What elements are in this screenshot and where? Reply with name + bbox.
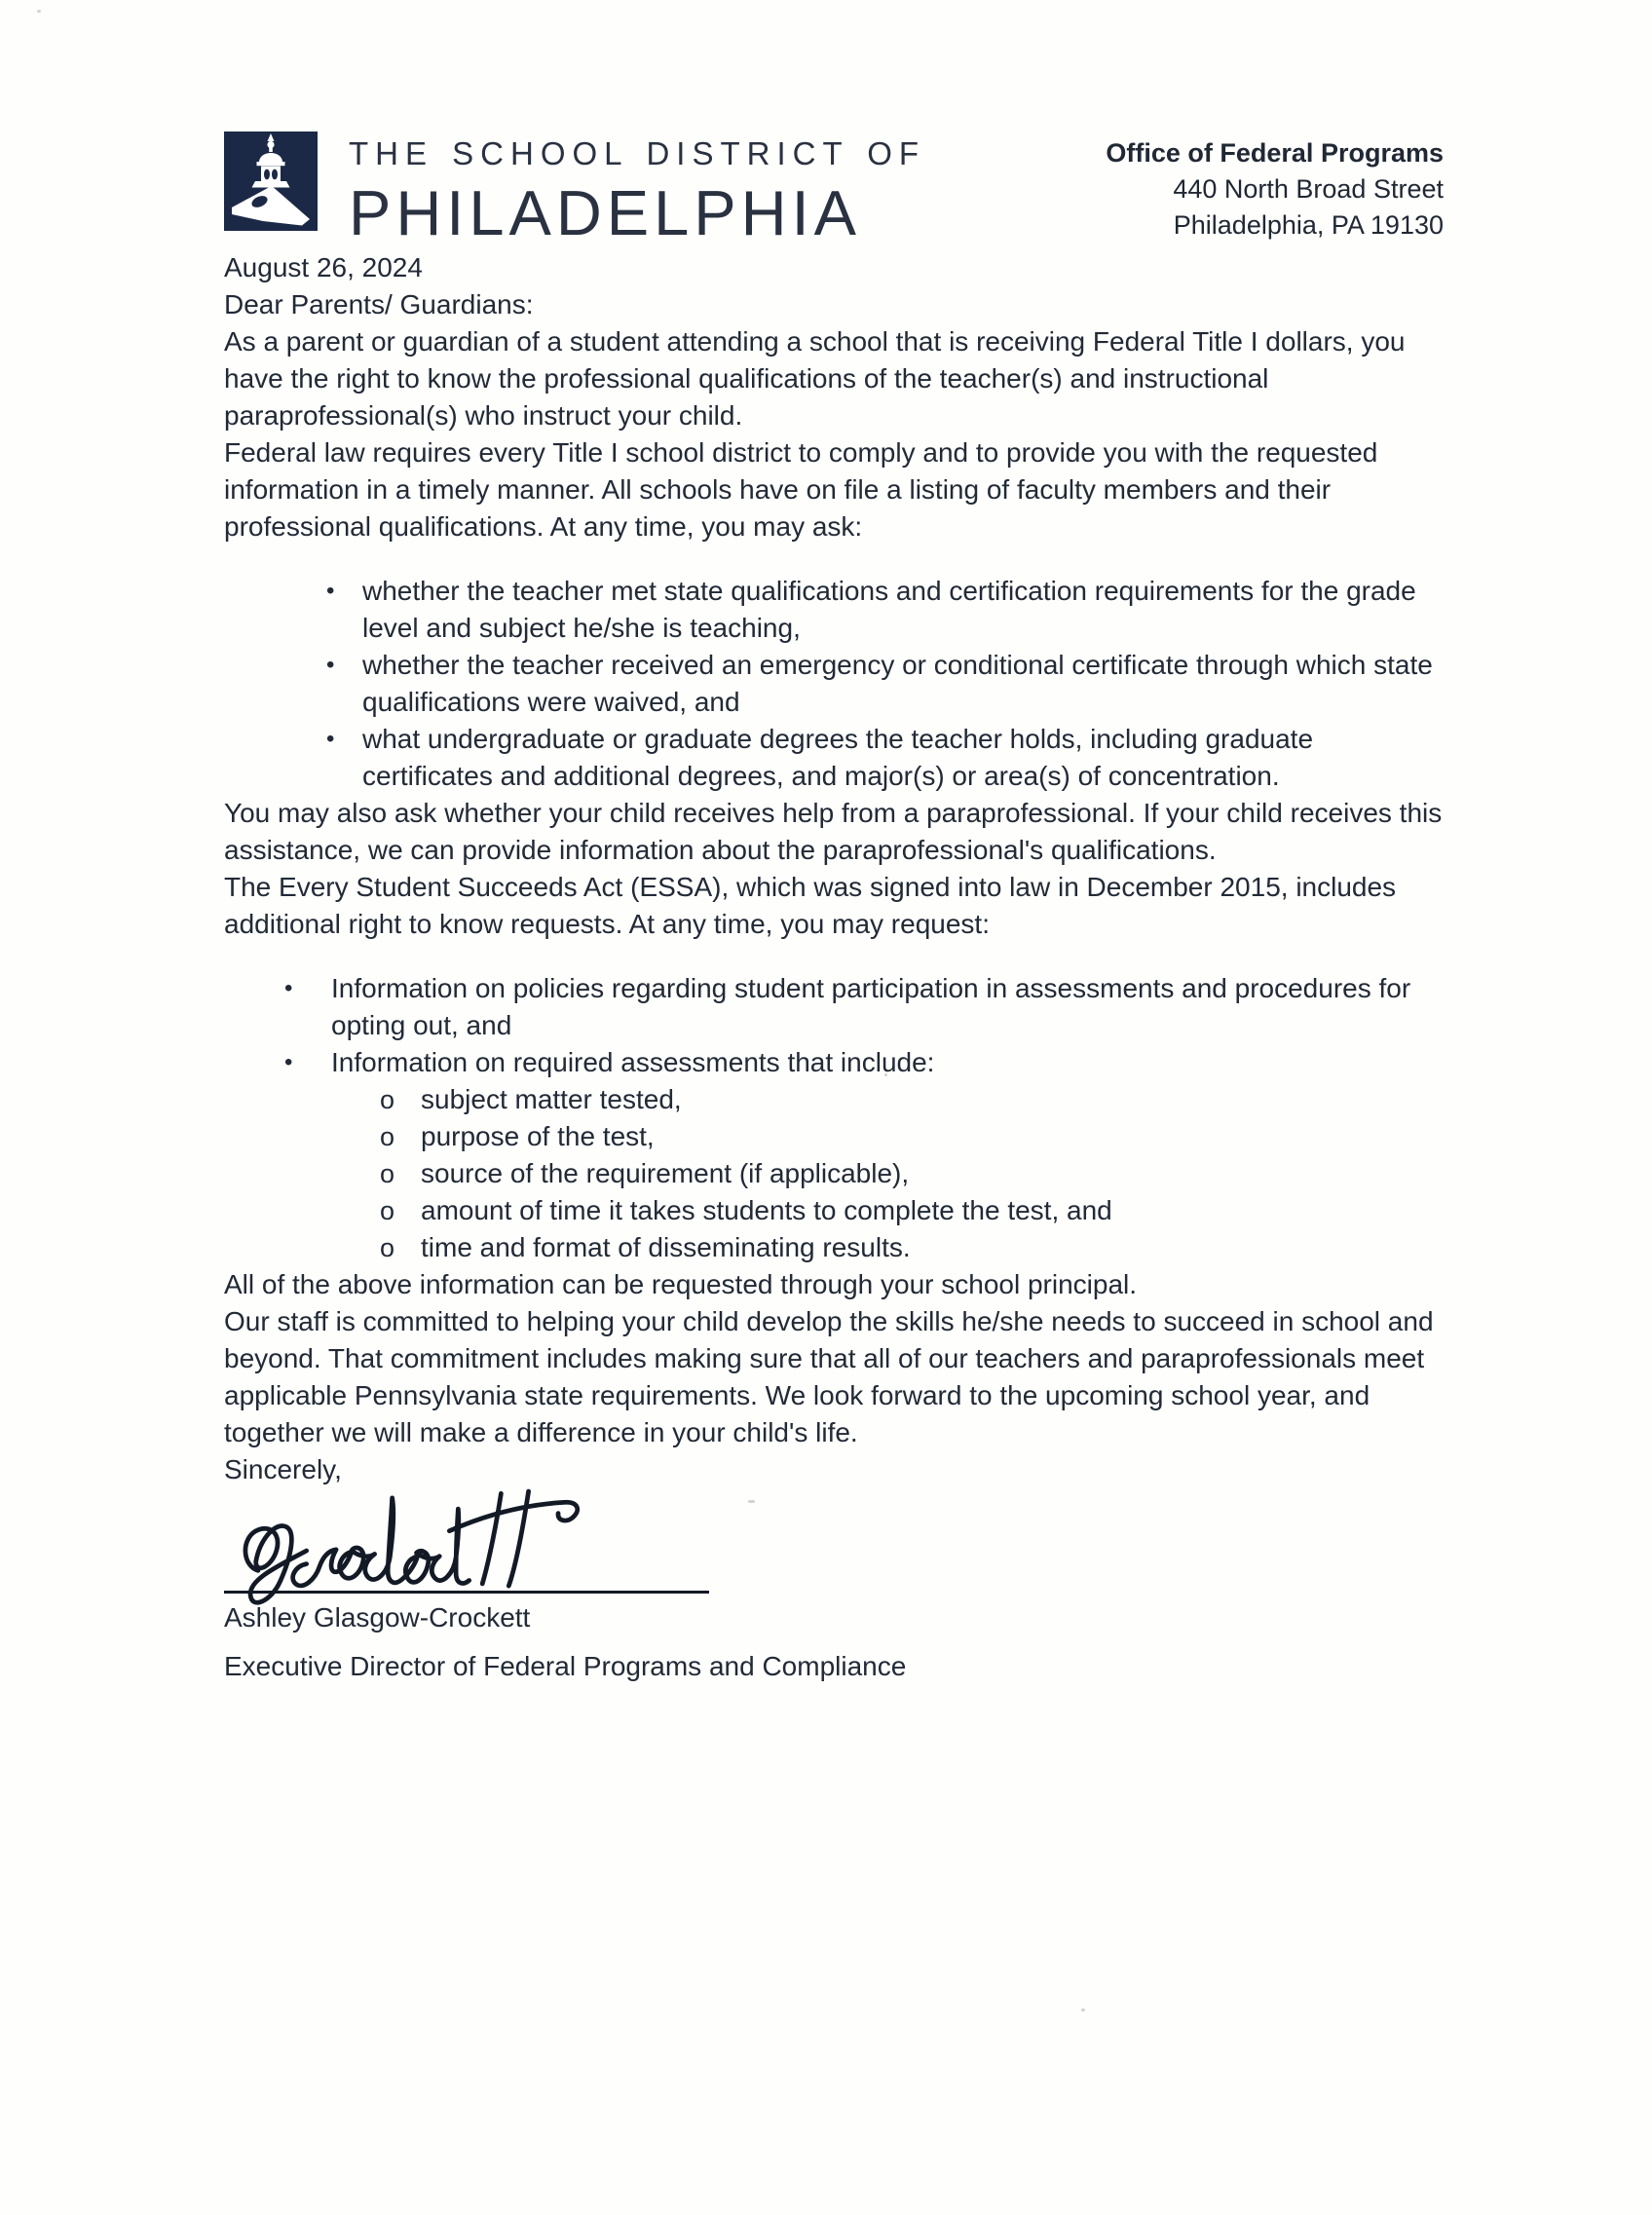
circle-marker: o [380,1085,395,1114]
request-bullet-list [224,970,1444,1081]
letter-date: August 26, 2024 [224,252,423,282]
list-item [326,573,1444,647]
scan-speck [1212,592,1215,595]
signature-block [224,1488,1444,1594]
list-item [284,970,1444,1044]
ask-bullet-list [224,573,1444,795]
letter-body [224,249,1444,1685]
office-street: 440 North Broad Street [1173,174,1444,204]
office-city: Philadelphia, PA 19130 [1173,210,1444,240]
signer-title: Executive Director of Federal Programs and Compliance [224,1651,907,1681]
list-item-text: whether the teacher received an emergency or conditional certificate through which state qualifications were waived, and [362,650,1433,717]
sublist-item [380,1229,1444,1266]
district-wordmark [349,131,925,249]
assessment-sublist [224,1081,1444,1266]
sublist-item-text: source of the requirement (if applicable), [421,1158,910,1188]
salutation: Dear Parents/ Guardians: [224,289,534,319]
school-district-logo-icon [224,131,318,231]
list-item-text: Information on required assessments that include: [331,1047,935,1077]
sublist-item-text: amount of time it takes students to complete the test, and [421,1195,1112,1225]
signer-name: Ashley Glasgow-Crockett [224,1602,531,1633]
scan-speck [884,1073,887,1076]
bullet-marker: • [284,1049,293,1075]
bullet-marker: • [326,726,335,752]
list-item [326,647,1444,721]
paragraph-essa: The Every Student Succeeds Act (ESSA), which was signed into law in December 2015, includes additional right to know requests. At any time, you may request: [224,872,1397,939]
district-brand [224,131,925,249]
list-item [284,1044,1444,1081]
sublist-item [380,1155,1444,1192]
circle-marker: o [380,1196,395,1225]
bullet-marker: • [284,975,293,1001]
sublist-item [380,1118,1444,1155]
circle-marker: o [380,1159,395,1188]
office-name: Office of Federal Programs [1106,138,1444,168]
sublist-item-text: time and format of disseminating results. [421,1232,911,1262]
scan-speck [1081,2009,1085,2011]
list-item-text: whether the teacher met state qualifications and certification requirements for the grade level and subject he/she is teaching, [362,576,1416,643]
paragraph-commitment: Our staff is committed to helping your child develop the skills he/she needs to succeed in school and beyond. That commitment includes making sure that all of our teachers and paraprofessionals meet applicable Pennsylvania state requirements. We look forward to the upcoming school year, and together we will make a difference in your child's life. [224,1306,1434,1447]
scan-speck [37,10,41,13]
office-address-block [1106,131,1444,244]
signature-line [224,1591,709,1594]
circle-marker: o [380,1122,395,1151]
circle-marker: o [380,1233,395,1262]
list-item [326,721,1444,795]
closing: Sincerely, [224,1454,342,1484]
list-item-text: what undergraduate or graduate degrees the teacher holds, including graduate certificates and additional degrees, and major(s) or area(s) of concentration. [362,724,1314,791]
bullet-marker: • [326,578,335,604]
sublist-item-text: subject matter tested, [421,1084,682,1114]
sublist-item-text: purpose of the test, [421,1121,655,1151]
paragraph-principal: All of the above information can be requested through your school principal. [224,1269,1138,1299]
handwritten-signature [226,1465,616,1619]
wordmark-line1: THE SCHOOL DISTRICT OF [349,135,926,171]
sublist-item [380,1192,1444,1229]
sublist-item [380,1081,1444,1118]
scan-speck [748,1500,755,1503]
list-item-text: Information on policies regarding student participation in assessments and procedures for opting out, and [331,973,1411,1040]
wordmark-line2: PHILADELPHIA [349,177,862,248]
letterhead [224,131,1444,249]
paragraph-federal-law: Federal law requires every Title I school district to comply and to provide you with the requested information in a timely manner. All schools have on file a listing of faculty members and their professional qualifications. At any time, you may ask: [224,437,1378,542]
paragraph-intro: As a parent or guardian of a student attending a school that is receiving Federal Title I dollars, you have the right to know the professional qualifications of the teacher(s) and instructional paraprofessional(s) who instruct your child. [224,326,1406,431]
paragraph-paraprofessional: You may also ask whether your child receives help from a paraprofessional. If your child receives this assistance, we can provide information about the paraprofessional's qualifications. [224,798,1443,865]
bullet-marker: • [326,652,335,678]
